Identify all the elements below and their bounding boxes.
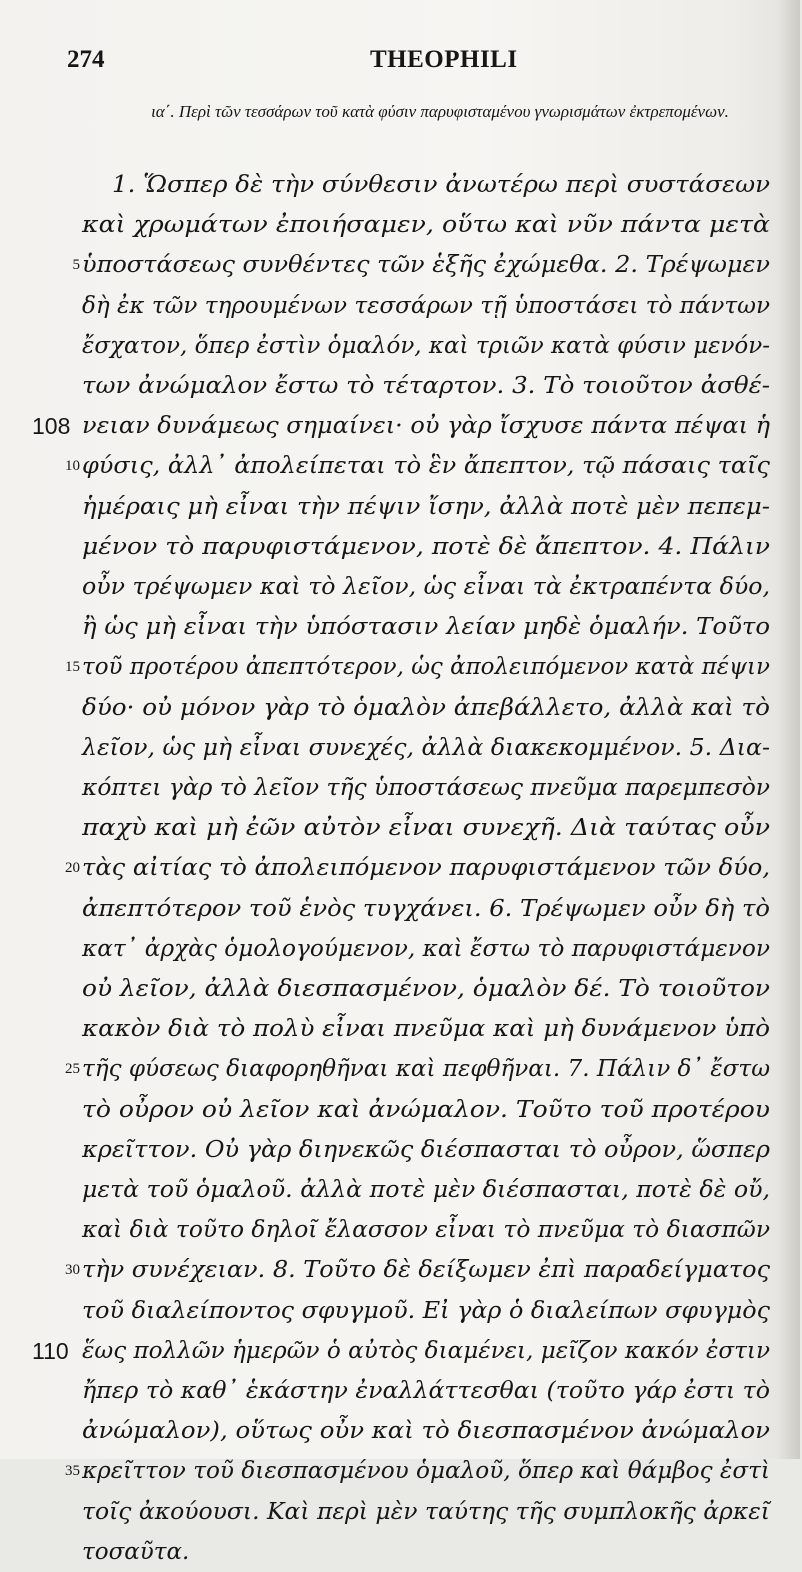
text-line-content: δὴ ἐκ τῶν τηρουμένων τεσσάρων τῇ ὑποστάσει τὸ πάντων: [82, 292, 770, 319]
text-line: [82, 808, 772, 848]
text-line: [82, 1331, 772, 1371]
text-line-content: κακὸν διὰ τὸ πολὺ εἶναι πνεῦμα καὶ μὴ δυνάμενον ὑπὸ: [82, 1016, 770, 1043]
line-number: 15: [65, 659, 80, 676]
line-number: 5: [72, 257, 80, 274]
text-line: [82, 929, 772, 969]
text-line: [82, 1009, 772, 1049]
text-line: [82, 205, 772, 245]
text-line-content: ἢ ὡς μὴ εἶναι τὴν ὑπόστασιν λείαν μηδὲ ὁμαλήν. Τοῦτο: [82, 614, 770, 641]
text-line: [82, 1532, 772, 1572]
text-line: [82, 1090, 772, 1130]
text-line: [82, 446, 772, 486]
text-line-content: κόπτει γὰρ τὸ λεῖον τῆς ὑποστάσεως πνεῦμα παρεμπεσὸν: [82, 775, 770, 801]
text-line-content: καὶ χρωμάτων ἐποιήσαμεν, οὕτω καὶ νῦν πάντα μετὰ: [82, 212, 770, 239]
text-line-content: ὑποστάσεως συνθέντες τῶν ἑξῆς ἐχώμεθα. 2. Τρέψωμεν: [82, 252, 770, 279]
text-line: [82, 1130, 772, 1170]
page-edge-shadow: [778, 0, 800, 1459]
text-line-content: των ἀνώμαλον ἔστω τὸ τέταρτον. 3. Τὸ τοιοῦτον ἀσθέ-: [82, 373, 770, 399]
margin-reference-number: 110: [32, 1337, 69, 1364]
text-line-content: κατ᾽ ἀρχὰς ὁμολογούμενον, καὶ ἔστω τὸ παρυφιστάμενον: [82, 935, 770, 962]
text-line-content: νειαν δυνάμεως σημαίνει· οὐ γὰρ ἴσχυσε πάντα πέψαι ἡ: [82, 413, 770, 440]
text-line: [82, 286, 772, 326]
text-line-content: κρεῖττον τοῦ διεσπασμένου ὁμαλοῦ, ὅπερ καὶ θάμβος ἐστὶ: [82, 1458, 770, 1485]
text-line-content: τὴν συνέχειαν. 8. Τοῦτο δὲ δείξωμεν ἐπὶ παραδείγματος: [82, 1257, 770, 1284]
line-number: 10: [65, 458, 80, 475]
text-line: [82, 1492, 772, 1532]
text-line: [82, 366, 772, 406]
text-line-content: κρεῖττον. Οὐ γὰρ διηνεκῶς διέσπασται τὸ οὖρον, ὥσπερ: [82, 1136, 770, 1163]
text-line-content: ἔσχατον, ὅπερ ἐστὶν ὁμαλόν, καὶ τριῶν κατὰ φύσιν μενόν-: [82, 332, 770, 359]
text-line-content: φύσις, ἀλλ᾽ ἀπολείπεται τὸ ἓν ἄπεπτον, τῷ πάσαις ταῖς: [82, 453, 770, 480]
text-line-content: τοῦ προτέρου ἀπεπτότερον, ὡς ἀπολειπόμενον κατὰ πέψιν: [82, 654, 770, 681]
text-line: [82, 848, 772, 888]
text-line-content: τὸ οὖρον οὐ λεῖον καὶ ἀνώμαλον. Τοῦτο τοῦ προτέρου: [82, 1096, 770, 1123]
page-number: 274: [67, 46, 105, 73]
text-line-content: μένον τὸ παρυφιστάμενον, ποτὲ δὲ ἄπεπτον. 4. Πάλιν: [82, 533, 770, 560]
text-line-content: ἤπερ τὸ καθ᾽ ἑκάστην ἐναλλάττεσθαι (τοῦτο γάρ ἐστι τὸ: [82, 1378, 771, 1404]
text-line: [82, 969, 772, 1009]
text-line-content: δύο· οὐ μόνον γὰρ τὸ ὁμαλὸν ἀπεβάλλετο, ἀλλὰ καὶ τὸ: [82, 694, 770, 721]
text-line: [82, 728, 772, 768]
text-line: [112, 165, 802, 205]
text-line: [82, 1049, 772, 1089]
text-line: [82, 1250, 772, 1290]
section-title: ια΄. Περὶ τῶν τεσσάρων τοῦ κατὰ φύσιν παρυφισταμένου γνωρισμάτων ἐκτρεπομένων.: [151, 102, 729, 121]
text-line-content: ἡμέραις μὴ εἶναι τὴν πέψιν ἴσην, ἀλλὰ ποτὲ μὲν πεπεμ-: [82, 493, 770, 520]
margin-reference-number: 108: [32, 413, 71, 440]
text-line-content: ἀπεπτότερον τοῦ ἑνὸς τυγχάνει. 6. Τρέψωμεν οὖν δὴ τὸ: [82, 895, 771, 922]
text-line-content: ἀνώμαλον), οὕτως οὖν καὶ τὸ διεσπασμένον ἀνώμαλον: [82, 1418, 770, 1445]
text-line-content: οὐ λεῖον, ἀλλὰ διεσπασμένον, ὁμαλὸν δέ. Τὸ τοιοῦτον: [82, 976, 770, 1002]
running-title: THEOPHILI: [370, 46, 518, 73]
text-line: [82, 567, 772, 607]
line-number: 25: [65, 1061, 80, 1078]
text-line-content: τοσαῦτα.: [82, 1538, 190, 1565]
text-line: [82, 688, 772, 728]
text-line: [82, 245, 772, 285]
text-line-content: καὶ διὰ τοῦτο δηλοῖ ἔλασσον εἶναι τὸ πνεῦμα τὸ διασπῶν: [82, 1217, 770, 1244]
text-line: [82, 768, 772, 808]
line-number: 20: [65, 860, 80, 877]
text-line: [82, 487, 772, 527]
text-line: [82, 1170, 772, 1210]
text-line-content: παχὺ καὶ μὴ ἐῶν αὐτὸν εἶναι συνεχῆ. Διὰ ταύτας οὖν: [82, 815, 770, 842]
text-line: [82, 1210, 772, 1250]
text-line-content: ἕως πολλῶν ἡμερῶν ὁ αὐτὸς διαμένει, μεῖζον κακόν ἐστιν: [82, 1337, 770, 1364]
text-line: [82, 406, 772, 446]
text-line-content: 1. Ὥσπερ δὲ τὴν σύνθεσιν ἀνωτέρω περὶ συστάσεων: [112, 172, 770, 198]
text-line-content: τῆς φύσεως διαφορηθῆναι καὶ πεφθῆναι. 7. Πάλιν δ᾽ ἔστω: [82, 1056, 770, 1083]
text-line-content: τοῖς ἀκούουσι. Καὶ περὶ μὲν ταύτης τῆς συμπλοκῆς ἀρκεῖ: [82, 1498, 771, 1525]
text-line: [82, 326, 772, 366]
text-line: [82, 527, 772, 567]
text-line: [82, 607, 772, 647]
text-line: [82, 1291, 772, 1331]
line-number: 30: [65, 1262, 80, 1279]
text-line: [82, 889, 772, 929]
text-line: [82, 1451, 772, 1491]
text-line: [82, 647, 772, 687]
text-line-content: οὖν τρέψωμεν καὶ τὸ λεῖον, ὡς εἶναι τὰ ἐκτραπέντα δύο,: [82, 574, 771, 600]
text-line-content: μετὰ τοῦ ὁμαλοῦ. ἀλλὰ ποτὲ μὲν διέσπασται, ποτὲ δὲ οὔ,: [82, 1177, 770, 1203]
line-number: 35: [65, 1463, 80, 1480]
text-line-content: λεῖον, ὡς μὴ εἶναι συνεχές, ἀλλὰ διακεκομμένον. 5. Δια-: [82, 734, 771, 761]
text-line: [82, 1411, 772, 1451]
text-line-content: τοῦ διαλείποντος σφυγμοῦ. Εἰ γὰρ ὁ διαλείπων σφυγμὸς: [82, 1297, 770, 1324]
text-line-content: τὰς αἰτίας τὸ ἀπολειπόμενον παρυφιστάμενον τῶν δύο,: [82, 855, 770, 882]
text-line: [82, 1371, 772, 1411]
